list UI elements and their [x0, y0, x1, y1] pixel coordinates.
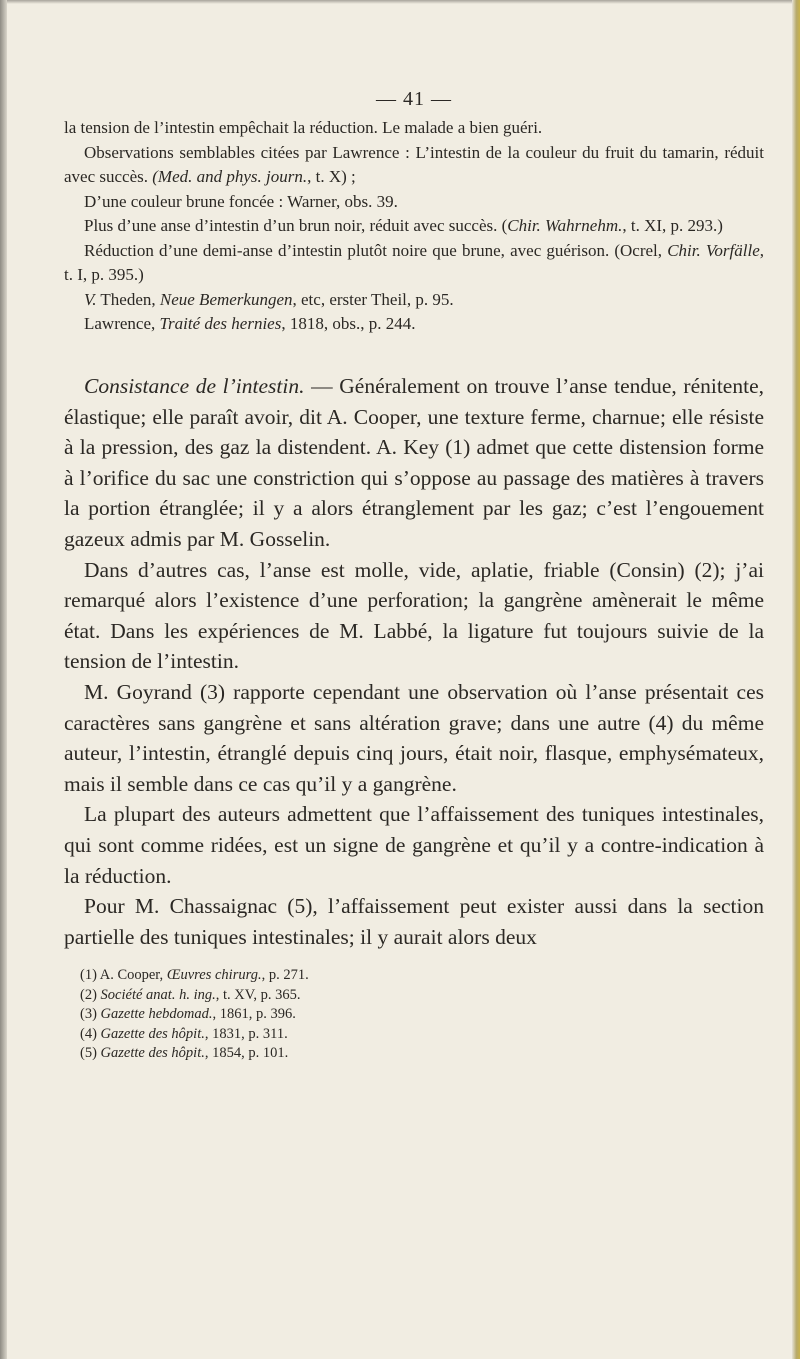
footnote-text: , 1861, p. 396. — [212, 1006, 296, 1023]
observations-block — [64, 116, 764, 337]
footnote — [80, 986, 764, 1006]
section-title: Consistance de l’intestin. — [84, 374, 305, 398]
footnote-text: (4) — [80, 1025, 101, 1042]
footnote-text: (3) — [80, 1006, 101, 1023]
footnote-text: , 1854, p. 101. — [204, 1045, 289, 1062]
footnote — [80, 1005, 764, 1025]
footnote-text: , 1831, p. 311. — [204, 1025, 288, 1042]
main-text — [64, 371, 764, 1064]
footnote-text: (1) A. Cooper, — [80, 967, 167, 984]
obs-line — [64, 312, 764, 337]
paragraph — [64, 799, 764, 891]
footnote — [80, 1025, 764, 1045]
obs-citation: Traité des hernies — [159, 314, 282, 333]
obs-line — [64, 190, 764, 215]
obs-text: , 1818, obs., p. 244. — [281, 314, 416, 333]
obs-line — [64, 116, 764, 141]
paragraph-text: M. Goyrand (3) rapporte cependant une observation où l’anse présentait ces caractères sans gangrène et sans altération grave; dans une autre (4) du même auteur, l’intestin, étranglé depuis cinq jours, était noir, flasque, emphysémateux, mais il semble dans ce cas qu’il y a gangrène. — [64, 679, 764, 796]
footnote-source: Gazette des hôpit. — [100, 1025, 205, 1042]
paragraph — [64, 555, 764, 677]
obs-text: Réduction d’une demi-anse d’intestin plutôt noire que brune, avec guérison. (Ocrel, — [84, 240, 668, 260]
footnote-source: Œuvres chirurg. — [166, 967, 262, 984]
obs-line — [64, 288, 764, 313]
paragraph-text: — Généralement on trouve l’anse tendue, rénitente, élastique; elle paraît avoir, dit A. Cooper, une texture ferme, charnue; elle résiste à la pression, des gaz la distendent. A. Key (1) admet que cette distension forme à l’orifice du sac une constriction qui s’oppose au passage des matières à travers la portion étranglée; il y a alors étranglement par les gaz; c’est l’engouement gazeux admis par M. Gosselin. — [64, 374, 764, 551]
obs-citation: Neue Bemerkungen — [159, 289, 293, 309]
footnote-source: Société anat. h. ing. — [100, 986, 216, 1003]
page-right-edge — [792, 0, 800, 1359]
footnote-text: (5) — [80, 1045, 101, 1062]
footnote-text: , t. XV, p. 365. — [215, 986, 301, 1003]
paragraph-text: La plupart des auteurs admettent que l’affaissement des tuniques intestinales, qui sont comme ridées, est un signe de gangrène et qu’il y a contre-indication à la réduction. — [64, 802, 764, 888]
footnote-source: Gazette des hôpit. — [100, 1045, 205, 1062]
obs-text: , t. I, p. 395.) — [64, 240, 764, 284]
page-top-shadow — [0, 0, 800, 4]
page-left-shadow — [0, 0, 7, 1359]
obs-line — [64, 141, 764, 190]
footnote — [80, 1044, 764, 1064]
obs-text: Plus d’une anse d’intestin d’un brun noir, réduit avec succès. ( — [84, 216, 508, 235]
obs-citation: (Med. and phys. journ. — [152, 167, 308, 186]
footnote-text: , p. 271. — [261, 967, 309, 984]
page-number: — 41 — — [376, 88, 452, 110]
obs-text: , etc, erster Theil, p. 95. — [292, 289, 454, 309]
obs-text: Observations semblables citées par Lawrence : L’intestin de la couleur du fruit du tamarin, réduit avec succès. — [64, 142, 764, 186]
obs-citation: Chir. Vorfälle — [667, 240, 760, 260]
obs-text: , t. X) ; — [307, 167, 356, 186]
obs-text: la tension de l’intestin empêchait la réduction. Le malade a bien guéri. — [64, 118, 543, 137]
paragraph — [64, 677, 764, 799]
obs-citation: V. — [84, 289, 97, 309]
paragraph-text: Dans d’autres cas, l’anse est molle, vide, aplatie, friable (Consin) (2); j’ai remarqué alors l’existence d’une perforation; la gangrène amènerait le même état. Dans les expériences de M. Labbé, la ligature fut toujours suivie de la tension de l’intestin. — [64, 557, 764, 674]
paragraph — [64, 371, 764, 555]
footnote-text: (2) — [80, 986, 101, 1003]
footnotes — [64, 966, 764, 1064]
obs-text: Lawrence, — [84, 314, 160, 333]
paragraph-text: Pour M. Chassaignac (5), l’affaissement peut exister aussi dans la section partielle des tuniques intestinales; il y aurait alors deux — [64, 894, 764, 949]
obs-line — [64, 239, 764, 288]
obs-text: , t. XI, p. 293.) — [622, 216, 723, 235]
obs-text: Theden, — [96, 289, 160, 309]
footnote-source: Gazette hebdomad. — [100, 1006, 213, 1023]
obs-line — [64, 214, 764, 239]
footnote — [80, 966, 764, 986]
obs-text: D’une couleur brune foncée : Warner, obs. 39. — [84, 191, 398, 211]
obs-citation: Chir. Wahrnehm. — [507, 216, 623, 235]
paragraph — [64, 891, 764, 952]
